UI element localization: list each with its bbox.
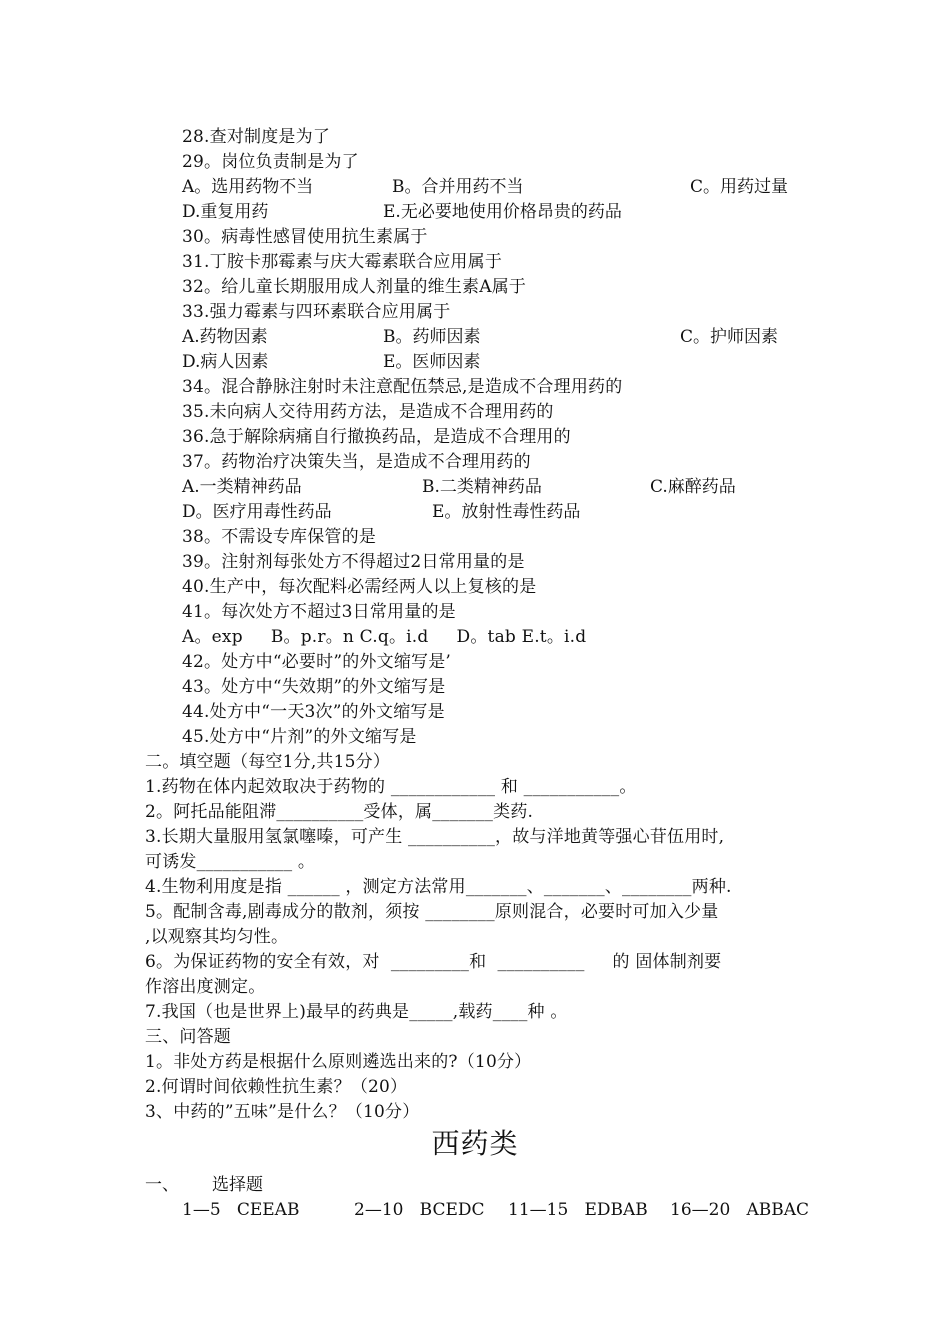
option-b: B。药师因素	[383, 327, 481, 347]
answer-group: 1—5 CEEAB	[182, 1200, 300, 1220]
option-b: B。合并用药不当	[392, 177, 524, 197]
qa-question-3: 3、中药的”五味”是什么？（10分）	[145, 1102, 420, 1122]
answer-group: 16—20 ABBAC	[670, 1200, 810, 1220]
qa-question-2: 2.何谓时间依赖性抗生素？（20）	[145, 1077, 408, 1097]
question-29: 29。岗位负责制是为了	[182, 152, 359, 172]
question-38: 38。不需设专库保管的是	[182, 527, 377, 547]
question-34: 34。混合静脉注射时未注意配伍禁忌,是造成不合理用药的	[182, 377, 623, 397]
question-41: 41。每次处方不超过3日常用量的是	[182, 602, 456, 622]
option-a: A。选用药物不当	[182, 177, 314, 197]
question-45: 45.处方中“片剂”的外文缩写是	[182, 727, 417, 747]
options-41: A。exp B。p.r。n C.q。i.d D。tab E.t。i.d	[182, 627, 587, 647]
qa-question-1: 1。非处方药是根据什么原则遴选出来的?（10分）	[145, 1052, 532, 1072]
option-c: C。用药过量	[690, 177, 789, 197]
question-43: 43。处方中“失效期”的外文缩写是	[182, 677, 446, 697]
answer-group: 2—10 BCEDC	[354, 1200, 485, 1220]
fill-question-3: 3.长期大量服用氢氯噻嗪，可产生 __________，故与洋地黄等强心苷伍用时,	[145, 827, 725, 847]
answer-group: 11—15 EDBAB	[508, 1200, 648, 1220]
fill-question-2: 2。阿托品能阻滞__________受体，属_______类药.	[145, 802, 534, 822]
fill-question-3-cont: 可诱发___________ 。	[145, 852, 316, 872]
option-a: A.药物因素	[182, 327, 268, 347]
fill-section-heading: 二。填空题（每空1分,共15分）	[145, 752, 391, 772]
question-39: 39。注射剂每张处方不得超过2日常用量的是	[182, 552, 525, 572]
option-a: A.一类精神药品	[182, 477, 302, 497]
option-d: D.重复用药	[182, 202, 269, 222]
question-33: 33.强力霉素与四环素联合应用属于	[182, 302, 451, 322]
question-44: 44.处方中“一天3次”的外文缩写是	[182, 702, 445, 722]
question-31: 31.丁胺卡那霉素与庆大霉素联合应用属于	[182, 252, 503, 272]
question-32: 32。给儿童长期服用成人剂量的维生素A属于	[182, 277, 527, 297]
answer-section-label: 选择题	[212, 1175, 263, 1195]
option-e: E。放射性毒性药品	[432, 502, 581, 522]
option-e: E。医师因素	[383, 352, 481, 372]
fill-question-7: 7.我国（也是世界上)最早的药典是_____,载药____种 。	[145, 1002, 568, 1022]
fill-question-5-cont: ,以观察其均匀性。	[145, 927, 289, 947]
question-35: 35.未向病人交待用药方法，是造成不合理用药的	[182, 402, 554, 422]
question-28: 28.查对制度是为了	[182, 127, 331, 147]
option-b: B.二类精神药品	[422, 477, 542, 497]
option-d: D。医疗用毒性药品	[182, 502, 332, 522]
question-37: 37。药物治疗决策失当，是造成不合理用药的	[182, 452, 531, 472]
fill-question-6: 6。为保证药物的安全有效，对 _________和 __________ 的 固体制剂要	[145, 952, 722, 972]
fill-question-4: 4.生物利用度是指 ______ ，测定方法常用_______、_______、________两种.	[145, 877, 732, 897]
question-40: 40.生产中，每次配料必需经两人以上复核的是	[182, 577, 537, 597]
option-c: C.麻醉药品	[650, 477, 736, 497]
question-36: 36.急于解除病痛自行撤换药品，是造成不合理用的	[182, 427, 571, 447]
option-c: C。护师因素	[680, 327, 779, 347]
fill-question-5: 5。配制含毒,剧毒成分的散剂，须按 ________原则混合，必要时可加入少量	[145, 902, 719, 922]
answer-key-title: 西药类	[431, 1127, 519, 1160]
qa-section-heading: 三、问答题	[145, 1027, 231, 1047]
option-d: D.病人因素	[182, 352, 269, 372]
fill-question-1: 1.药物在体内起效取决于药物的 ____________ 和 ___________。	[145, 777, 637, 797]
answer-section-number: 一、	[145, 1175, 179, 1195]
fill-question-6-cont: 作溶出度测定。	[145, 977, 266, 997]
option-e: E.无必要地使用价格昂贵的药品	[383, 202, 622, 222]
question-30: 30。病毒性感冒使用抗生素属于	[182, 227, 428, 247]
question-42: 42。处方中“必要时”的外文缩写是’	[182, 652, 452, 672]
